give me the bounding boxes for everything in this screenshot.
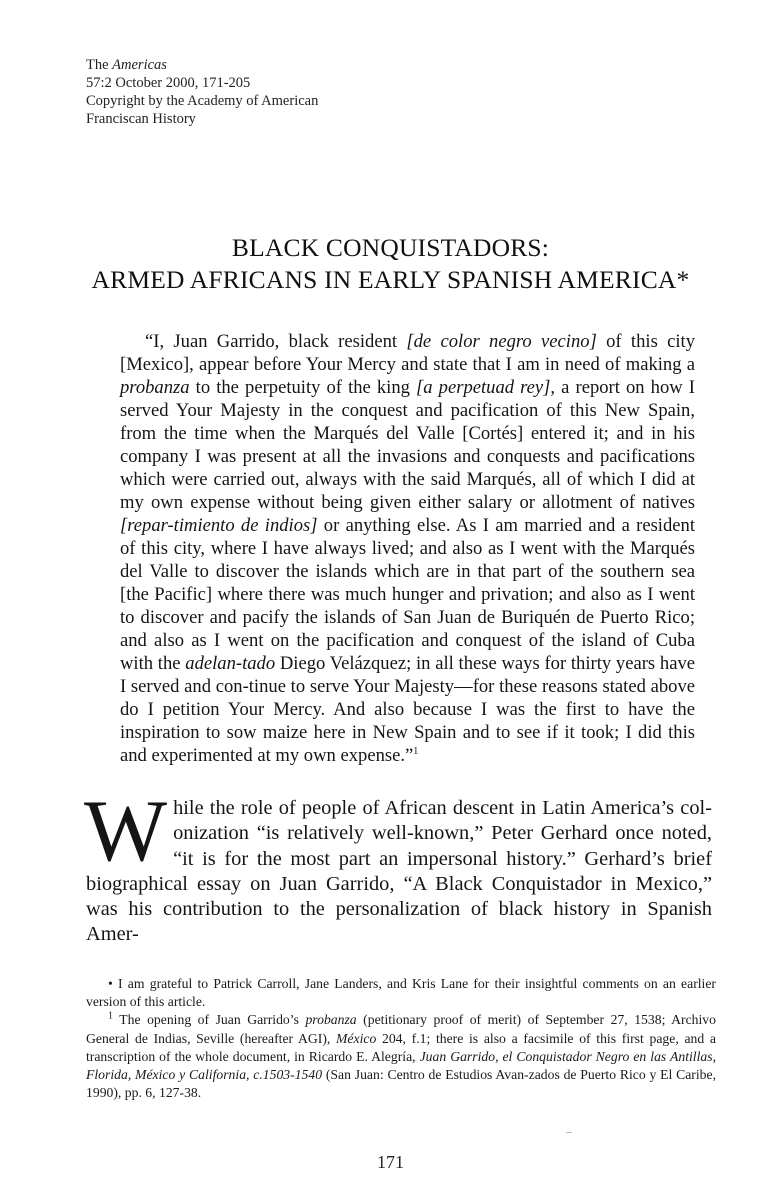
journal-masthead (86, 56, 318, 128)
drop-cap: W (84, 783, 168, 880)
page-number: 171 (377, 1152, 404, 1172)
scan-speck (566, 1132, 572, 1133)
epigraph-quote (120, 330, 695, 767)
footnote-acknowledgement: • I am grateful to Patrick Carroll, Jane Landers, and Kris Lane for their insightful comments on an earlier version of this article. (86, 976, 716, 1010)
title-line-2: ARMED AFRICANS IN EARLY SPANISH AMERICA* (91, 265, 690, 294)
copyright-line-2: Franciscan History (86, 111, 196, 127)
quote-paragraph: “I, Juan Garrido, black resident [de color negro vecino] of this city [Mexico], appear before Your Mercy and state that I am in need of making a probanza to the perpetuity of the king [a perpetuad rey], a report on how I served Your Majesty in the conquest and pacification of this New Spain, from the time when the Marqués del Valle [Cortés] entered it; and in his company I was present at all the invasions and conquests and pacifications which were carried out, always with the said Marqués, all of which I did at my own expense without being given either salary or allotment of natives [repar-timiento de indios] or anything else. As I am married and a resident of this city, where I have always lived; and also as I went with the Marqués del Valle to discover the islands which are in that part of the southern sea [the Pacific] where there was much hunger and privation; and also as I went to discover and pacify the islands of San Juan de Buriquén de Puerto Rico; and also as I went on the pacification and conquest of the island of Cuba with the adelan-tado Diego Velázquez; in all these ways for thirty years have I served and con-tinue to serve Your Majesty—for these reasons stated above do I petition Your Mercy. And also because I was the first to have the inspiration to sow maize here in New Spain and to see if it took; I did this and experimented at my own expense.”$^1$ (120, 331, 695, 766)
title-line-1: BLACK CONQUISTADORS: (231, 233, 550, 262)
opening-paragraph: While the role of people of African descent in Latin America’s col-onization “is relatively well-known,” Peter Gerhard once noted, “it is for the most part an impersonal history.” Gerhard’s brief biographical essay on Juan Garrido, “A Black Conquistador in Mexico,” was his contribution to the personalization of black history in Spanish Amer- (84, 783, 712, 946)
body-text (84, 783, 712, 948)
article-title (0, 232, 781, 296)
journal-title: The Americas (86, 57, 167, 73)
footnote-1: $^1$ The opening of Juan Garrido’s probanza (petitionary proof of merit) of September 27, 1538; Archivo General de Indias, Seville (hereafter AGI), México 204, f.1; there is also a facsimile of this first page, and a transcription of the whole document, in Ricardo E. Alegría, Juan Garrido, el Conquistador Negro en las Antillas, Florida, México y California, c.1503-1540 (San Juan: Centro de Estudios Avan-zados de Puerto Rico y El Caribe, 1990), pp. 6, 127-38. (86, 1010, 717, 1101)
copyright-line-1: Copyright by the Academy of American (86, 93, 319, 109)
journal-issue: 57:2 October 2000, 171-205 (86, 75, 251, 91)
footnote-ref-1[interactable]: 1 (413, 745, 419, 757)
footnotes (86, 975, 716, 1102)
